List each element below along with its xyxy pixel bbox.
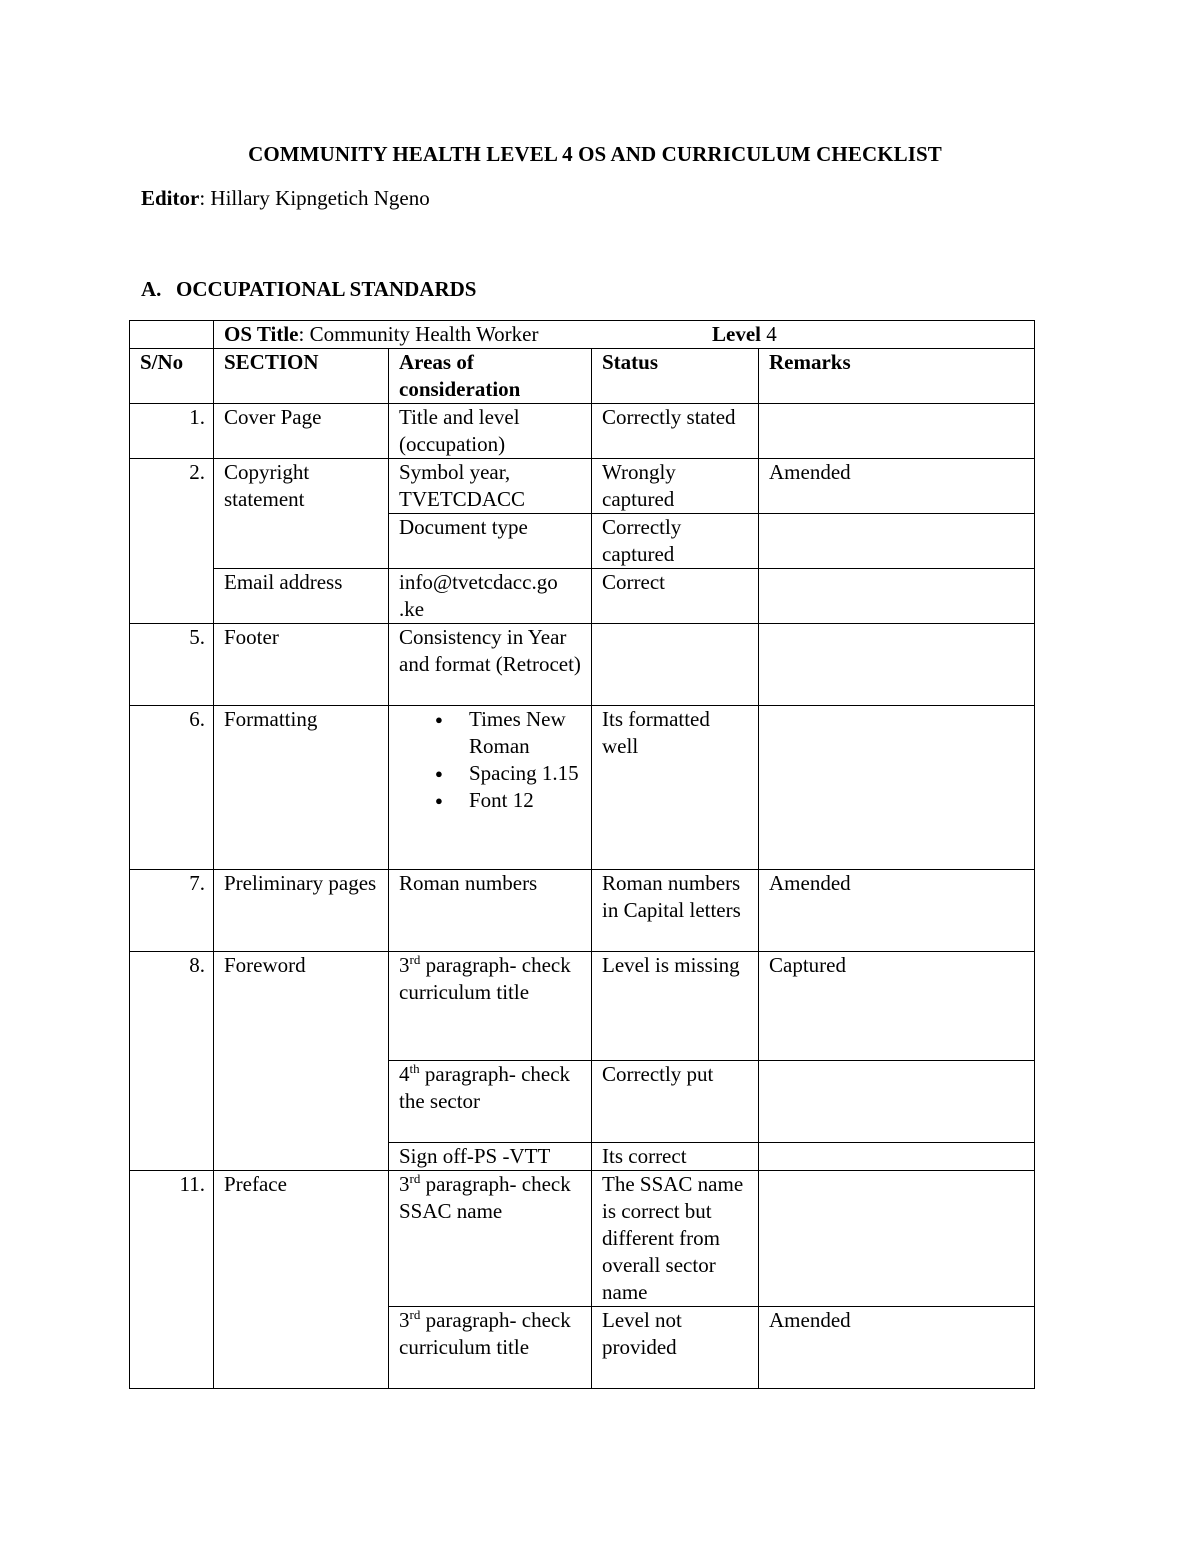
row-remarks: Amended xyxy=(759,870,1035,952)
row-section: Copyright statement xyxy=(214,459,389,569)
row-number: 7. xyxy=(130,870,214,952)
header-status: Status xyxy=(592,349,759,404)
ordinal-number: 3 xyxy=(399,953,410,977)
bullet-item: ● Spacing 1.15 xyxy=(469,760,581,787)
area-text: paragraph- check SSAC name xyxy=(399,1172,571,1223)
row-section: Email address xyxy=(214,569,389,624)
os-checklist-table xyxy=(129,320,1035,1389)
row-status: Level not provided xyxy=(592,1307,759,1389)
row-area: Title and level (occupation) xyxy=(389,404,592,459)
row-status: Its formatted well xyxy=(592,706,759,870)
row-remarks xyxy=(759,1143,1035,1171)
section-title: OCCUPATIONAL STANDARDS xyxy=(176,277,477,301)
row-status: Correctly captured xyxy=(592,514,759,569)
header-remarks: Remarks xyxy=(759,349,1035,404)
table-row xyxy=(130,404,1035,459)
editor-label: Editor xyxy=(141,186,200,210)
table-header-row xyxy=(130,349,1035,404)
level-value: 4 xyxy=(760,322,777,346)
header-areas: Areas of consideration xyxy=(389,349,592,404)
row-area xyxy=(389,706,592,870)
row-number: 2. xyxy=(130,459,214,624)
row-status: Level is missing xyxy=(592,952,759,1061)
row-section: Preface xyxy=(214,1171,389,1389)
table-cell xyxy=(130,321,214,349)
row-status: Its correct xyxy=(592,1143,759,1171)
row-status: Correctly put xyxy=(592,1061,759,1143)
table-row xyxy=(130,706,1035,870)
row-area: Symbol year, TVETCDACC xyxy=(389,459,592,514)
formatting-bullet-list xyxy=(399,706,581,814)
level-label: Level xyxy=(712,322,761,346)
row-area: Roman numbers xyxy=(389,870,592,952)
row-status xyxy=(592,624,759,706)
row-area: info@tvetcdacc.go .ke xyxy=(389,569,592,624)
row-number: 5. xyxy=(130,624,214,706)
table-row xyxy=(130,870,1035,952)
row-area xyxy=(389,1061,592,1143)
row-section: Footer xyxy=(214,624,389,706)
row-section: Foreword xyxy=(214,952,389,1171)
os-title-label: OS Title xyxy=(224,322,299,346)
area-text: paragraph- check the sector xyxy=(399,1062,571,1113)
row-remarks xyxy=(759,404,1035,459)
ordinal-suffix: th xyxy=(409,1061,420,1076)
header-section: SECTION xyxy=(214,349,389,404)
row-status: Wrongly captured xyxy=(592,459,759,514)
table-row xyxy=(130,569,1035,624)
ordinal-number: 3 xyxy=(399,1308,410,1332)
row-section: Preliminary pages xyxy=(214,870,389,952)
row-remarks xyxy=(759,514,1035,569)
table-row xyxy=(130,459,1035,514)
row-number: 1. xyxy=(130,404,214,459)
row-remarks xyxy=(759,624,1035,706)
row-status: The SSAC name is correct but different from overall sector name xyxy=(592,1171,759,1307)
bullet-item: ● Font 12 xyxy=(469,787,581,814)
row-status: Correctly stated xyxy=(592,404,759,459)
header-sno: S/No xyxy=(130,349,214,404)
row-remarks: Amended xyxy=(759,1307,1035,1389)
table-row xyxy=(130,1171,1035,1307)
section-letter: A. xyxy=(141,277,162,301)
row-area: Consistency in Year and format (Retrocet) xyxy=(389,624,592,706)
ordinal-number: 4 xyxy=(399,1062,410,1086)
area-text: paragraph- check curriculum title xyxy=(399,953,571,1004)
ordinal-suffix: rd xyxy=(409,1307,421,1322)
row-remarks xyxy=(759,1171,1035,1307)
editor-line xyxy=(141,186,430,211)
row-area xyxy=(389,1171,592,1307)
table-row xyxy=(130,624,1035,706)
row-area xyxy=(389,1307,592,1389)
bullet-item: ● Times New Roman xyxy=(469,706,581,760)
row-remarks xyxy=(759,569,1035,624)
row-area: Document type xyxy=(389,514,592,569)
table-row xyxy=(130,321,1035,349)
ordinal-suffix: rd xyxy=(409,1171,421,1186)
row-remarks: Amended xyxy=(759,459,1035,514)
area-text: paragraph- check curriculum title xyxy=(399,1308,571,1359)
row-number: 6. xyxy=(130,706,214,870)
row-status: Correct xyxy=(592,569,759,624)
editor-name: : Hillary Kipngetich Ngeno xyxy=(199,186,430,210)
ordinal-suffix: rd xyxy=(409,952,421,967)
ordinal-number: 3 xyxy=(399,1172,410,1196)
document-title: COMMUNITY HEALTH LEVEL 4 OS AND CURRICULUM CHECKLIST xyxy=(248,142,942,166)
row-section: Formatting xyxy=(214,706,389,870)
row-remarks: Captured xyxy=(759,952,1035,1061)
row-remarks xyxy=(759,1061,1035,1143)
row-number: 11. xyxy=(130,1171,214,1389)
row-number: 8. xyxy=(130,952,214,1171)
os-title-value: : Community Health Worker xyxy=(298,322,539,346)
row-status: Roman numbers in Capital letters xyxy=(592,870,759,952)
row-area: Sign off-PS -VTT xyxy=(389,1143,592,1171)
section-heading xyxy=(141,277,476,302)
row-area xyxy=(389,952,592,1061)
row-section: Cover Page xyxy=(214,404,389,459)
row-remarks xyxy=(759,706,1035,870)
table-row xyxy=(130,952,1035,1061)
os-title-cell xyxy=(214,321,1035,349)
